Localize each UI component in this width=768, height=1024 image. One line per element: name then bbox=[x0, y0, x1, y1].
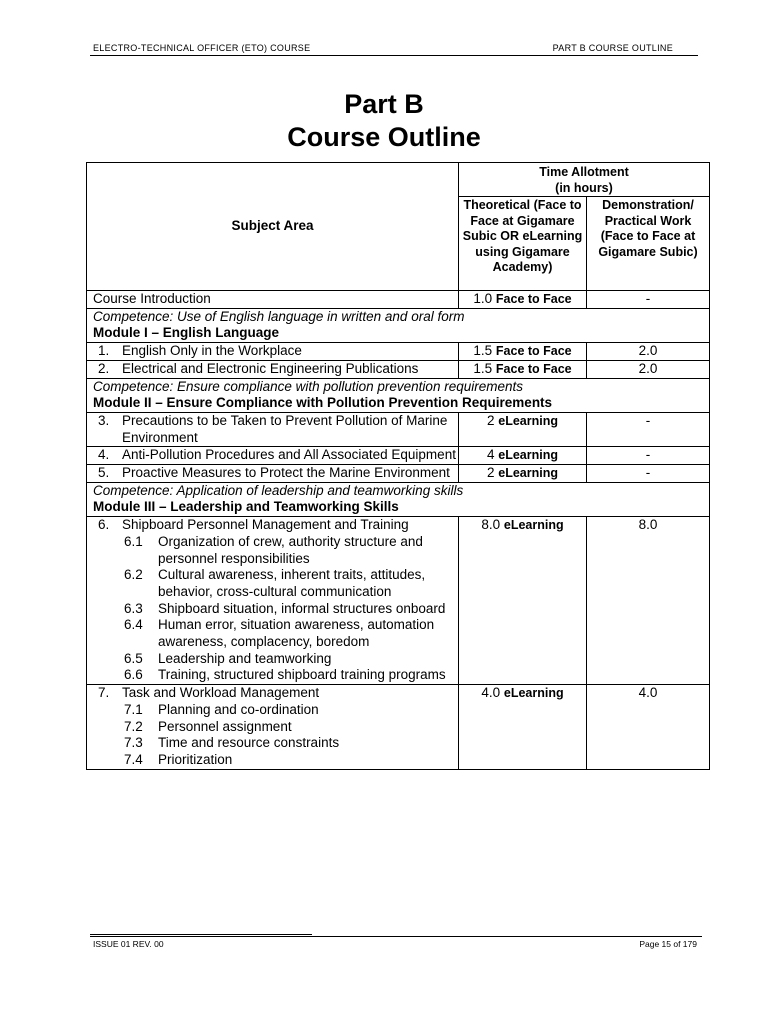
item-number: 2. bbox=[98, 360, 110, 376]
page-number: Page 15 of 179 bbox=[639, 939, 697, 949]
module-title: Module II – Ensure Compliance with Pollution Prevention Requirements bbox=[93, 395, 553, 411]
title-line-2: Course Outline bbox=[287, 122, 481, 152]
module-row bbox=[87, 378, 710, 412]
theory-hours-cell bbox=[459, 447, 587, 465]
table-row bbox=[87, 685, 710, 770]
course-outline-table bbox=[86, 162, 710, 770]
practical-hours-cell: - bbox=[587, 465, 710, 483]
sub-item bbox=[87, 735, 458, 752]
delivery-mode: eLearning bbox=[503, 518, 564, 533]
issue-revision: ISSUE 01 REV. 00 bbox=[93, 939, 164, 949]
theory-hours-cell bbox=[459, 685, 587, 770]
sub-item-text: Planning and co-ordination bbox=[158, 701, 319, 717]
sub-item-text: Leadership and teamworking bbox=[158, 650, 332, 666]
module-header-cell bbox=[87, 482, 710, 516]
subject-cell bbox=[87, 465, 459, 483]
practical-hours-cell: 2.0 bbox=[587, 360, 710, 378]
delivery-mode: Face to Face bbox=[495, 361, 572, 376]
hours-value: 1.0 bbox=[473, 291, 493, 306]
item-number: 1. bbox=[98, 343, 110, 359]
sub-item-text: Human error, situation awareness, automation awareness, complacency, boredom bbox=[158, 617, 435, 650]
sub-item-number: 6.5 bbox=[124, 650, 143, 666]
module-title: Module III – Leadership and Teamworking Skills bbox=[93, 499, 399, 515]
table-row bbox=[87, 343, 710, 361]
sub-item-number: 6.4 bbox=[124, 617, 143, 633]
item-number: 5. bbox=[98, 465, 110, 481]
module-header-cell bbox=[87, 378, 710, 412]
theoretical-header: Theoretical (Face to Face at Gigamare Subic OR eLearning using Gigamare Academy) bbox=[459, 197, 587, 291]
delivery-mode: Face to Face bbox=[495, 344, 572, 359]
page-title bbox=[0, 88, 768, 154]
sub-item bbox=[87, 651, 458, 668]
practical-header: Demonstration/ Practical Work (Face to Face at Gigamare Subic) bbox=[587, 197, 710, 291]
in-hours-label: (in hours) bbox=[555, 180, 613, 195]
subject-cell bbox=[87, 685, 459, 770]
footer-rule-short bbox=[90, 934, 312, 935]
item-number: 7. bbox=[98, 685, 110, 701]
module-row bbox=[87, 308, 710, 342]
competence-label: Competence: Application of leadership and teamworking skills bbox=[93, 482, 464, 498]
table-header-row bbox=[87, 163, 710, 197]
running-header-right: PART B COURSE OUTLINE bbox=[552, 43, 673, 53]
sub-item-text: Organization of crew, authority structure and personnel responsibilities bbox=[158, 533, 423, 566]
practical-hours-cell: 8.0 bbox=[587, 517, 710, 685]
sub-item bbox=[87, 667, 458, 684]
table-row bbox=[87, 291, 710, 309]
sub-item-number: 6.6 bbox=[124, 667, 143, 683]
delivery-mode: eLearning bbox=[498, 448, 559, 463]
footer-rule bbox=[90, 936, 702, 937]
item-text: English Only in the Workplace bbox=[122, 343, 302, 359]
course-intro-subject: Course Introduction bbox=[87, 291, 459, 309]
table-row bbox=[87, 447, 710, 465]
table-row bbox=[87, 517, 710, 685]
sub-item-text: Personnel assignment bbox=[158, 718, 292, 734]
item-text: Task and Workload Management bbox=[122, 685, 320, 701]
sub-item-number: 7.2 bbox=[124, 718, 143, 734]
hours-value: 4.0 bbox=[481, 685, 501, 701]
hours-value: 1.5 bbox=[473, 360, 493, 376]
theory-hours-cell bbox=[459, 465, 587, 483]
competence-label: Competence: Use of English language in written and oral form bbox=[93, 308, 465, 324]
item-text: Shipboard Personnel Management and Training bbox=[122, 517, 409, 533]
theory-hours-cell bbox=[459, 343, 587, 361]
module-header-cell bbox=[87, 308, 710, 342]
subject-cell bbox=[87, 517, 459, 685]
practical-hours-cell: 4.0 bbox=[587, 685, 710, 770]
sub-item-text: Cultural awareness, inherent traits, attitudes, behavior, cross-cultural communication bbox=[158, 567, 426, 599]
sub-item bbox=[87, 702, 458, 719]
subject-cell bbox=[87, 360, 459, 378]
competence-label: Competence: Ensure compliance with pollution prevention requirements bbox=[93, 378, 523, 394]
table-row bbox=[87, 360, 710, 378]
item-number: 6. bbox=[98, 517, 110, 533]
delivery-mode: Face to Face bbox=[495, 292, 572, 306]
subject-cell bbox=[87, 412, 459, 446]
theory-hours-cell bbox=[459, 291, 587, 309]
sub-item bbox=[87, 617, 458, 650]
subject-cell bbox=[87, 343, 459, 361]
sub-item-number: 6.3 bbox=[124, 600, 143, 616]
sub-item-number: 6.2 bbox=[124, 567, 143, 583]
sub-item-text: Training, structured shipboard training programs bbox=[158, 667, 446, 683]
running-header-left: ELECTRO-TECHNICAL OFFICER (ETO) COURSE bbox=[93, 43, 311, 53]
sub-item bbox=[87, 752, 458, 769]
table-row bbox=[87, 412, 710, 446]
sub-item-number: 6.1 bbox=[124, 533, 143, 549]
delivery-mode: eLearning bbox=[498, 413, 559, 428]
theory-hours-cell bbox=[459, 412, 587, 446]
practical-hours-cell: - bbox=[587, 447, 710, 465]
practical-hours-cell: 2.0 bbox=[587, 343, 710, 361]
item-text: Proactive Measures to Protect the Marine Environment bbox=[122, 465, 450, 481]
hours-value: 2 bbox=[486, 412, 495, 428]
time-allotment-header bbox=[459, 163, 710, 197]
module-title: Module I – English Language bbox=[93, 325, 280, 341]
delivery-mode: eLearning bbox=[498, 466, 559, 481]
hours-value: 1.5 bbox=[473, 343, 493, 359]
item-number: 3. bbox=[98, 412, 110, 428]
theory-hours-cell bbox=[459, 517, 587, 685]
sub-item bbox=[87, 601, 458, 618]
hours-value: 2 bbox=[486, 465, 495, 481]
sub-item-number: 7.1 bbox=[124, 701, 143, 717]
module-row bbox=[87, 482, 710, 516]
hours-value: 8.0 bbox=[481, 517, 501, 533]
practical-hours-cell: - bbox=[587, 412, 710, 446]
theory-hours-cell bbox=[459, 360, 587, 378]
sub-item bbox=[87, 534, 458, 567]
item-text: Electrical and Electronic Engineering Publications bbox=[122, 360, 419, 376]
sub-item-number: 7.4 bbox=[124, 751, 143, 767]
practical-hours-cell: - bbox=[587, 291, 710, 309]
delivery-mode: eLearning bbox=[503, 686, 564, 701]
item-text: Precautions to be Taken to Prevent Pollution of Marine Environment bbox=[122, 412, 448, 445]
sub-item-number: 7.3 bbox=[124, 735, 143, 751]
time-allotment-label: Time Allotment bbox=[539, 164, 629, 179]
sub-item bbox=[87, 567, 458, 600]
sub-item-text: Prioritization bbox=[158, 751, 233, 767]
header-rule bbox=[90, 55, 698, 56]
item-text: Anti-Pollution Procedures and All Associated Equipment bbox=[122, 447, 456, 463]
sub-item bbox=[87, 719, 458, 736]
hours-value: 4 bbox=[486, 447, 495, 463]
title-line-1: Part B bbox=[344, 89, 424, 119]
subject-cell bbox=[87, 447, 459, 465]
sub-item-text: Shipboard situation, informal structures onboard bbox=[158, 600, 446, 616]
item-number: 4. bbox=[98, 447, 110, 463]
sub-item-text: Time and resource constraints bbox=[158, 735, 340, 751]
subject-area-header: Subject Area bbox=[87, 163, 459, 291]
table-row bbox=[87, 465, 710, 483]
